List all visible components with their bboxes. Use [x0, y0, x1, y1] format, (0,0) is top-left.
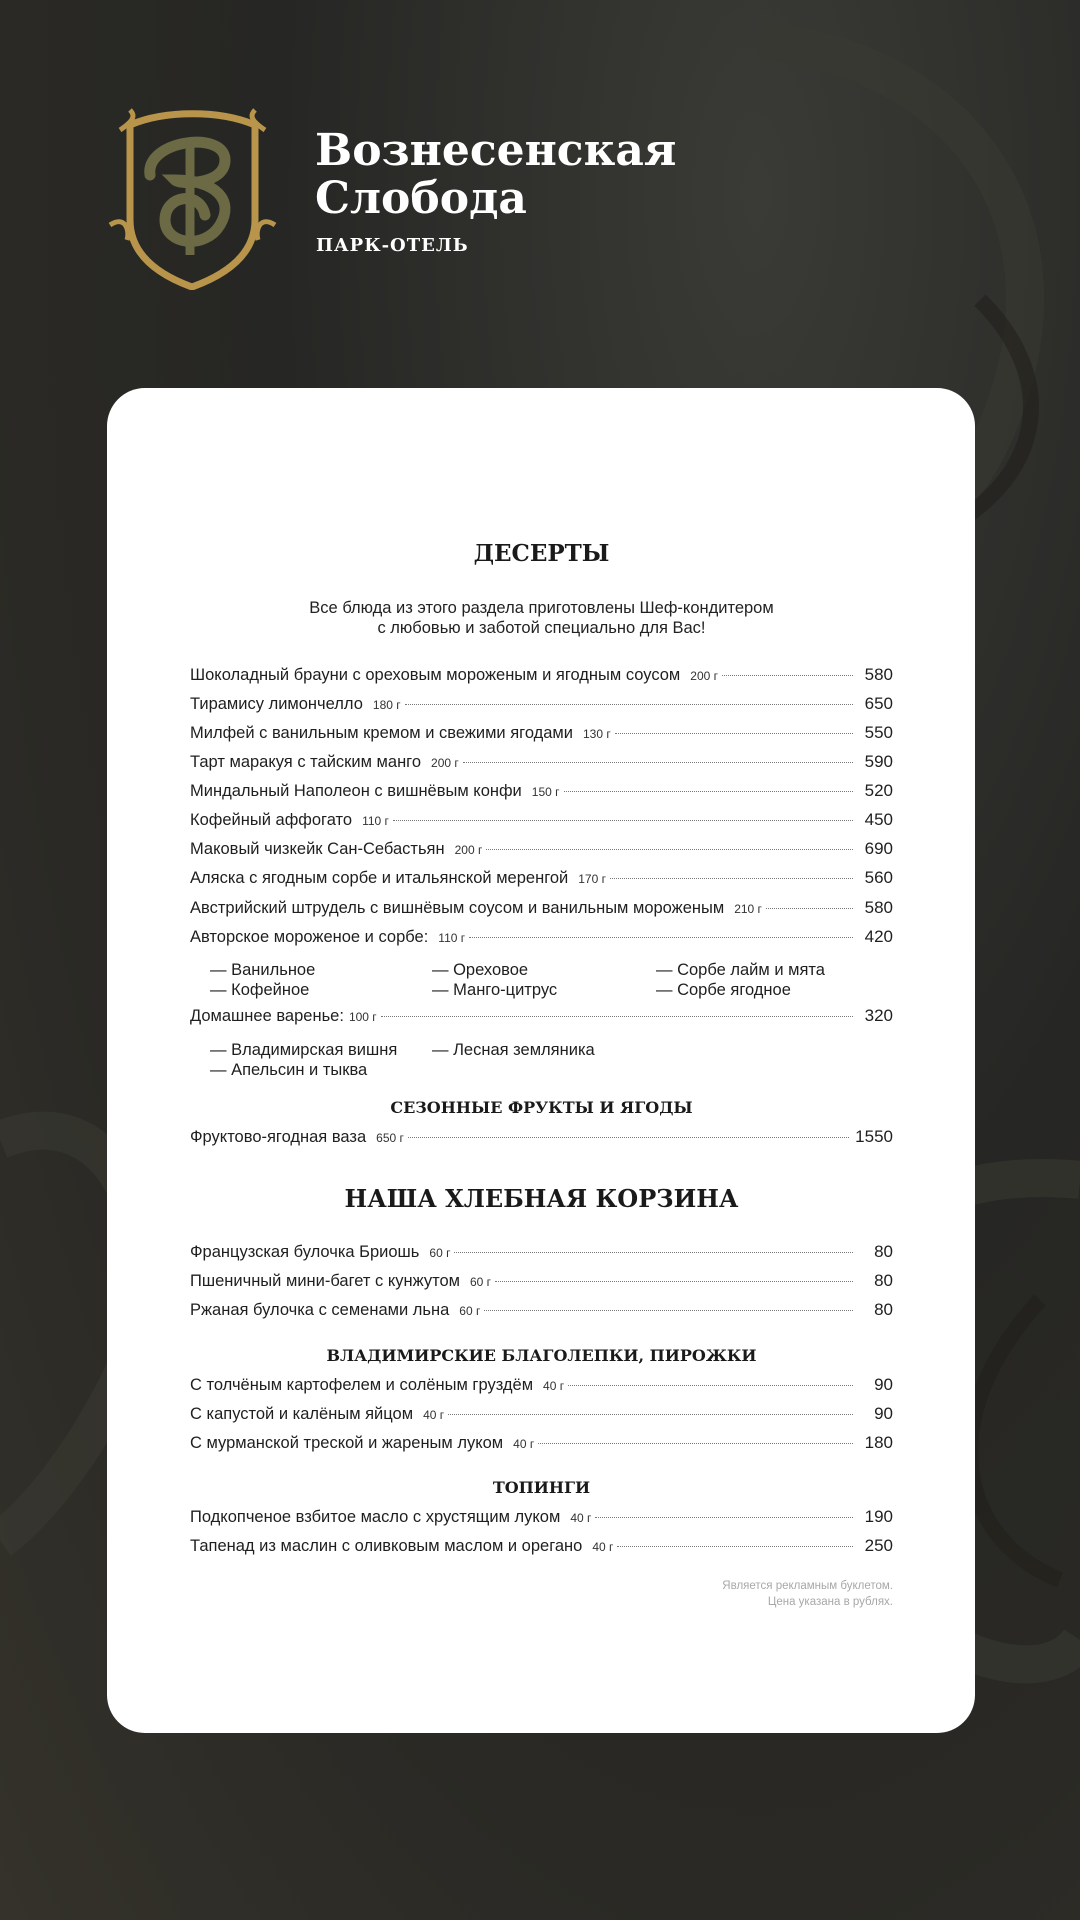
item-name: Французская булочка Бриошь	[190, 1243, 420, 1261]
item-weight: 150 г	[531, 785, 560, 799]
menu-item	[190, 665, 893, 689]
menu-item	[190, 810, 893, 834]
flavor-option: — Манго-цитрус	[432, 981, 558, 999]
flavor-option: — Ванильное	[210, 961, 316, 979]
item-price: 90	[874, 1404, 893, 1423]
menu-item	[190, 1536, 893, 1560]
menu-item	[190, 868, 893, 892]
jam-option: — Владимирская вишня	[210, 1041, 398, 1059]
dot-leader	[381, 1016, 853, 1017]
dot-leader	[393, 820, 853, 821]
flavor-option: — Ореховое	[432, 961, 529, 979]
item-price: 580	[864, 665, 893, 684]
item-price: 90	[874, 1375, 893, 1394]
item-price: 80	[874, 1300, 893, 1319]
item-price: 560	[864, 868, 893, 887]
flavor-option: — Сорбе ягодное	[656, 981, 791, 999]
brand-header	[105, 105, 705, 295]
item-weight: 180 г	[372, 698, 401, 712]
item-name: Миндальный Наполеон с вишнёвым конфи	[190, 782, 522, 800]
item-weight: 650 г	[376, 1131, 404, 1145]
dot-leader	[486, 849, 853, 850]
item-name: Авторское мороженое и сорбе:	[190, 928, 429, 946]
item-name: Милфей с ванильным кремом и свежими ягодами	[190, 724, 573, 742]
item-weight: 100 г	[348, 1010, 377, 1024]
item-weight: 60 г	[459, 1304, 481, 1318]
section-title-desserts: ДЕСЕРТЫ	[473, 540, 610, 567]
disclaimer	[190, 1578, 893, 1610]
item-name: Маковый чизкейк Сан-Себастьян	[190, 840, 445, 858]
item-weight: 60 г	[429, 1246, 451, 1260]
menu-item	[190, 898, 893, 922]
disclaimer-line1: Является рекламным буклетом.	[722, 1580, 893, 1592]
menu-item	[190, 781, 893, 805]
item-price: 190	[864, 1507, 893, 1526]
item-name: Тапенад из маслин с оливковым маслом и орегано	[190, 1537, 583, 1555]
item-name: Подкопченое взбитое масло с хрустящим луком	[190, 1508, 561, 1526]
item-name: С толчёным картофелем и солёным груздём	[190, 1376, 534, 1394]
item-weight: 200 г	[431, 756, 459, 770]
dot-leader	[615, 733, 853, 734]
item-price: 180	[864, 1433, 893, 1452]
menu-item	[190, 1375, 893, 1399]
item-weight: 170 г	[578, 872, 606, 886]
dot-leader	[568, 1385, 853, 1386]
item-price: 690	[864, 839, 893, 858]
item-price: 590	[864, 752, 893, 771]
hotel-subtitle: ПАРК-ОТЕЛЬ	[316, 235, 469, 256]
item-weight: 60 г	[470, 1275, 492, 1289]
item-name: Кофейный аффогато	[190, 811, 353, 829]
section-title-bread: НАША ХЛЕБНАЯ КОРЗИНА	[344, 1184, 739, 1213]
flavor-option: — Кофейное	[210, 981, 310, 999]
item-weight: 130 г	[583, 727, 611, 741]
intro-line1: Все блюда из этого раздела приготовлены Шеф-кондитером	[309, 599, 774, 617]
item-price: 520	[864, 781, 893, 800]
item-name: Тирамису лимончелло	[190, 695, 363, 713]
dot-leader	[595, 1517, 853, 1518]
item-name: Пшеничный мини-багет с кунжутом	[190, 1272, 460, 1290]
item-weight: 210 г	[734, 902, 762, 916]
item-price: 420	[864, 927, 893, 946]
dot-leader	[564, 791, 853, 792]
dot-leader	[454, 1252, 853, 1253]
menu-item	[190, 927, 893, 951]
item-price: 580	[864, 898, 893, 917]
item-weight: 200 г	[690, 669, 719, 683]
item-name: Ржаная булочка с семенами льна	[190, 1301, 450, 1319]
item-name: С мурманской треской и жареным луком	[190, 1434, 504, 1452]
hotel-name-line2: Слобода	[315, 173, 527, 224]
item-price: 80	[874, 1271, 893, 1290]
item-name: Аляска с ягодным сорбе и итальянской меренгой	[190, 869, 569, 887]
dot-leader	[405, 704, 853, 705]
menu-item	[190, 839, 893, 863]
item-name: Австрийский штрудель с вишнёвым соусом и ванильным мороженым	[190, 899, 725, 917]
dot-leader	[469, 937, 853, 938]
section-title-toppings: ТОПИНГИ	[492, 1478, 591, 1497]
item-price: 80	[874, 1242, 893, 1261]
menu-item	[190, 1300, 893, 1324]
item-weight: 110 г	[438, 931, 466, 945]
jam-option: — Лесная земляника	[432, 1041, 595, 1059]
item-weight: 40 г	[570, 1511, 592, 1525]
disclaimer-line2: Цена указана в рублях.	[767, 1596, 893, 1608]
dot-leader	[610, 878, 853, 879]
section-title-pies: ВЛАДИМИРСКИЕ БЛАГОЛЕПКИ, ПИРОЖКИ	[326, 1346, 757, 1365]
item-name: Тарт маракуя с тайским манго	[190, 753, 422, 771]
menu-item	[190, 1271, 893, 1295]
jam-option: — Апельсин и тыква	[210, 1061, 368, 1079]
menu-item	[190, 1404, 893, 1428]
item-name: Шоколадный брауни с ореховым мороженым и ягодным соусом	[190, 666, 681, 684]
item-price: 450	[864, 810, 893, 829]
flavor-option: — Сорбе лайм и мята	[656, 961, 825, 979]
menu-item	[190, 1507, 893, 1531]
dot-leader	[463, 762, 853, 763]
menu-item	[190, 1242, 893, 1266]
hotel-crest-logo	[105, 105, 280, 290]
item-name: Домашнее варенье:	[190, 1007, 344, 1025]
menu-item	[190, 1127, 893, 1151]
item-weight: 200 г	[454, 843, 483, 857]
item-price: 320	[864, 1006, 893, 1025]
menu-item	[190, 1006, 893, 1030]
dot-leader	[538, 1443, 853, 1444]
dot-leader	[766, 908, 853, 909]
item-weight: 40 г	[513, 1437, 535, 1451]
hotel-name-line1: Вознесенская	[315, 125, 677, 176]
item-weight: 40 г	[592, 1540, 614, 1554]
item-price: 250	[864, 1536, 893, 1555]
intro-line2: с любовью и заботой специально для Вас!	[377, 619, 706, 637]
menu-card	[107, 388, 975, 1733]
desserts-intro	[190, 598, 893, 638]
dot-leader	[722, 675, 853, 676]
menu-item	[190, 723, 893, 747]
section-title-fruits: СЕЗОННЫЕ ФРУКТЫ И ЯГОДЫ	[390, 1098, 693, 1117]
menu-item	[190, 694, 893, 718]
dot-leader	[448, 1414, 853, 1415]
menu-item	[190, 1433, 893, 1457]
dot-leader	[495, 1281, 853, 1282]
item-name: С капустой и калёным яйцом	[190, 1405, 414, 1423]
dot-leader	[617, 1546, 853, 1547]
hotel-name	[315, 127, 676, 223]
item-name: Фруктово-ягодная ваза	[190, 1128, 367, 1146]
item-price: 650	[864, 694, 893, 713]
dot-leader	[408, 1137, 849, 1138]
dot-leader	[484, 1310, 853, 1311]
item-price: 550	[864, 723, 893, 742]
item-weight: 110 г	[362, 814, 389, 828]
item-weight: 40 г	[543, 1379, 565, 1393]
item-weight: 40 г	[423, 1408, 445, 1422]
item-price: 1550	[855, 1127, 893, 1146]
menu-item	[190, 752, 893, 776]
